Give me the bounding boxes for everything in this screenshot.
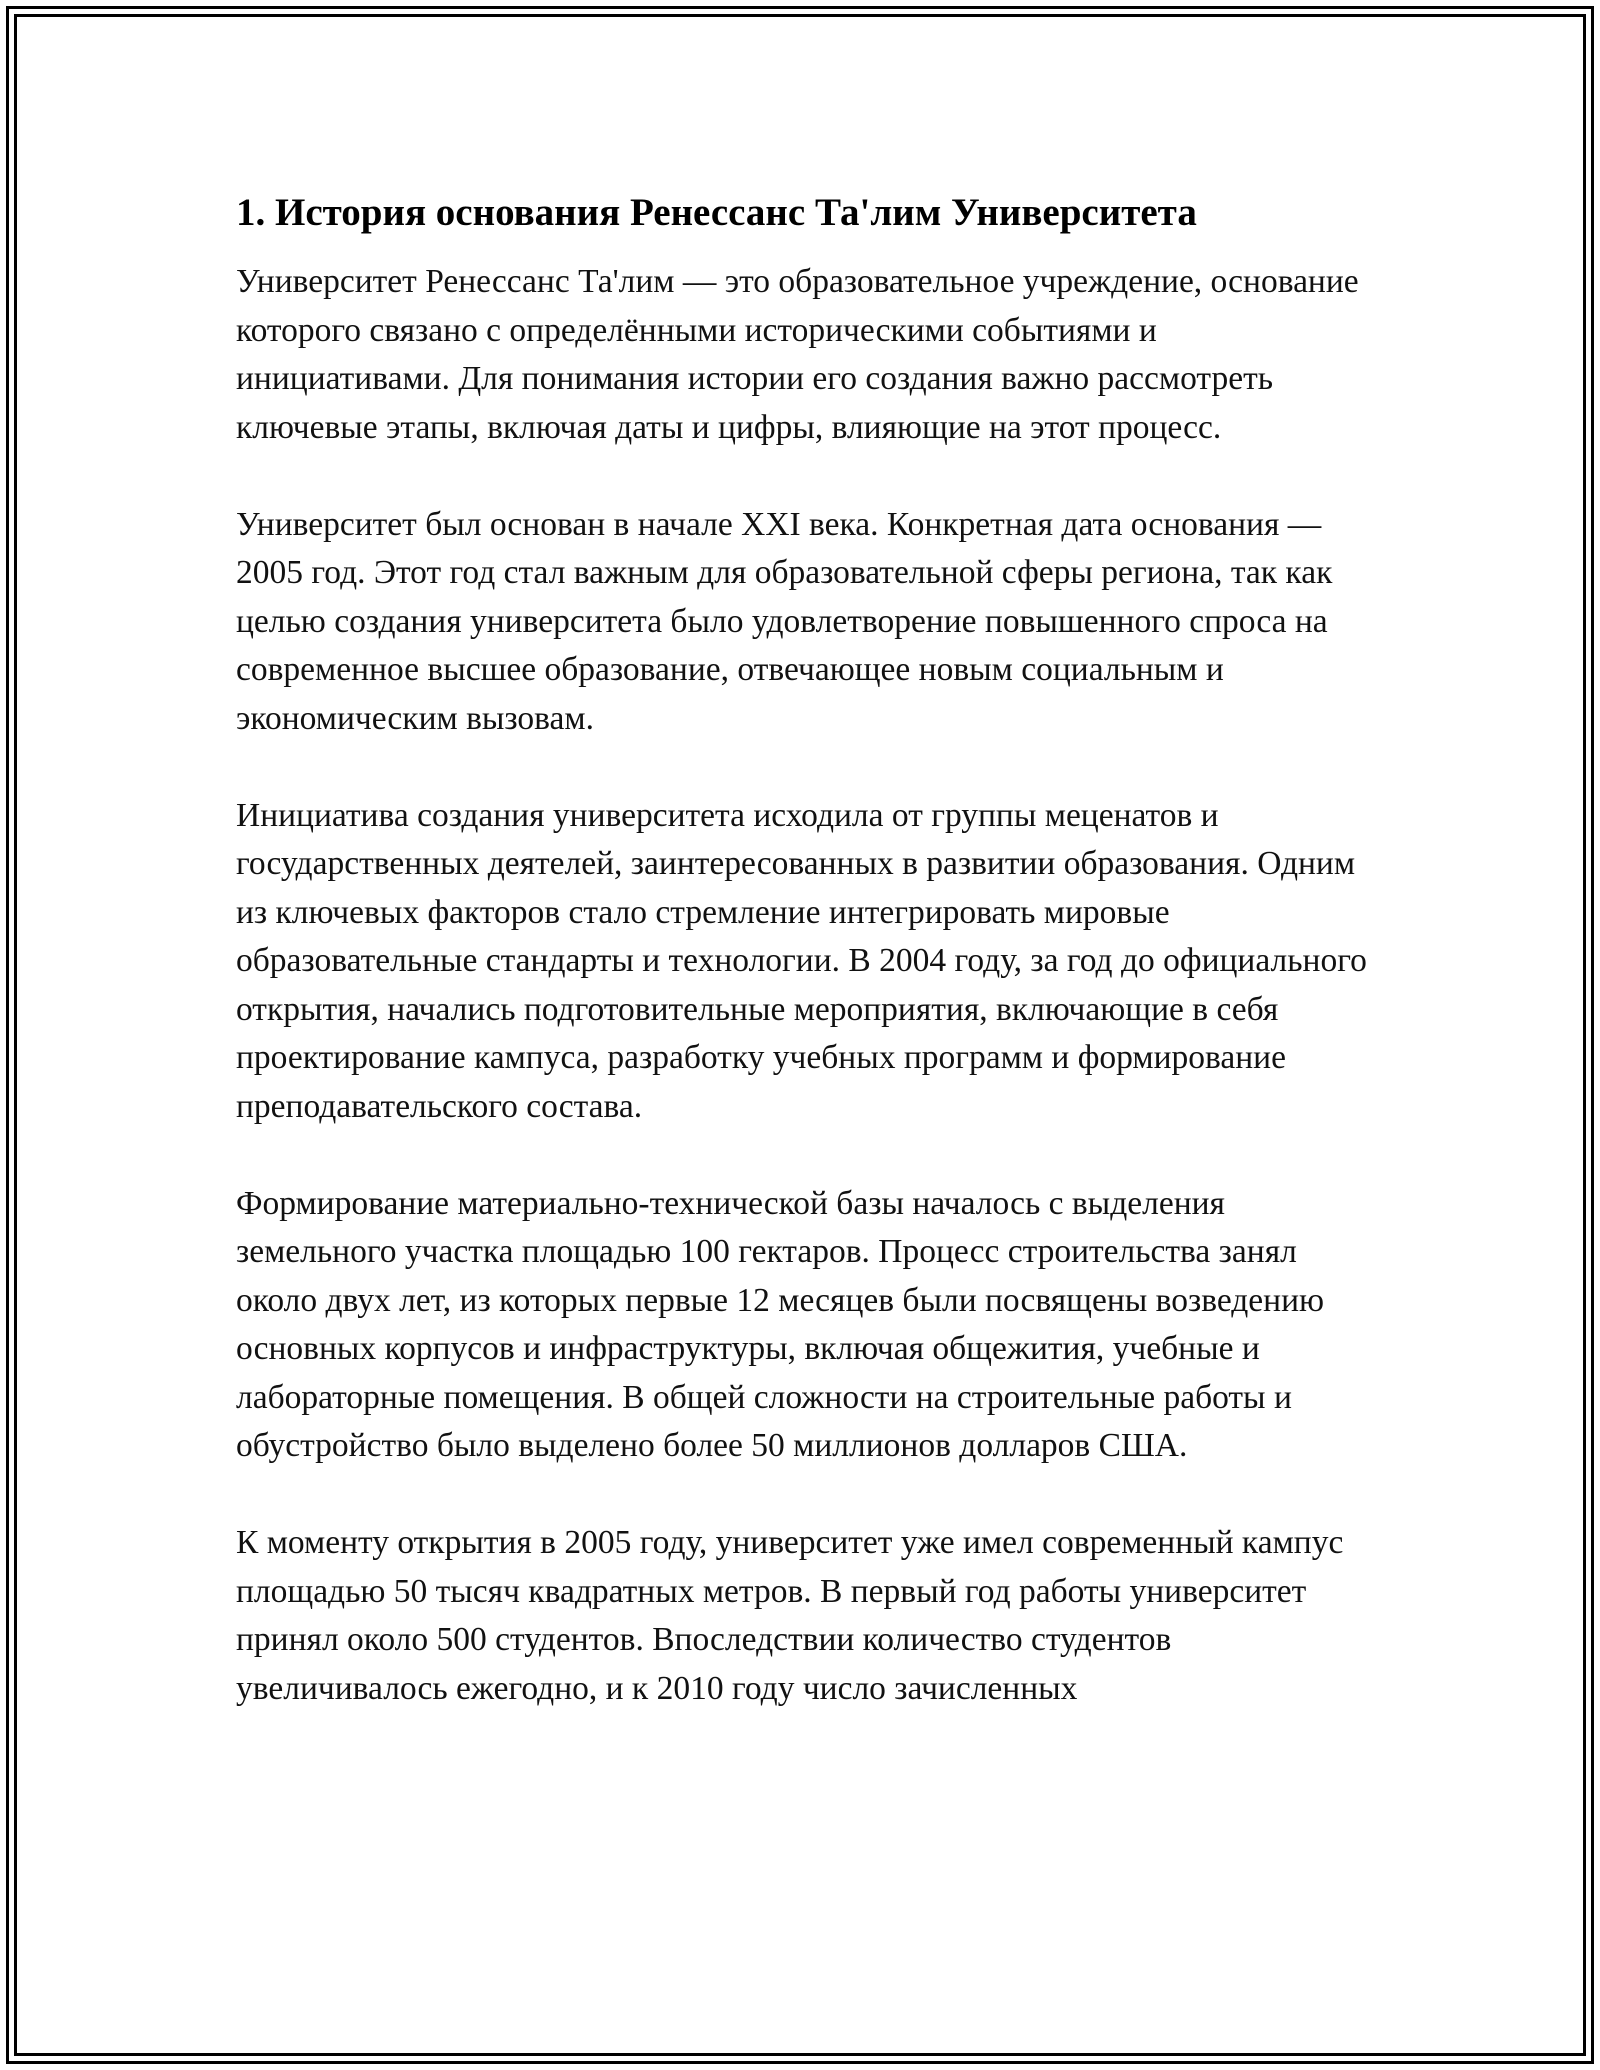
- section-heading: 1. История основания Ренессанс Та'лим Университета: [236, 191, 1197, 234]
- document-body: [236, 188, 1376, 1713]
- paragraph-intro: Университет Ренессанс Та'лим — это образовательное учреждение, основание которого связано с определёнными историческими событиями и инициативами. Для понимания истории его создания важно рассмотреть ключевые этапы, включая даты и цифры, влияющие на этот процесс.: [236, 263, 1359, 446]
- paragraph-infrastructure: Формирование материально-технической базы началось с выделения земельного участка площадью 100 гектаров. Процесс строительства занял около двух лет, из которых первые 12 месяцев были посвящены возведению основных корпусов и инфраструктуры, включая общежития, учебные и лабораторные помещения. В общей сложности на строительные работы и обустройство было выделено более 50 миллионов долларов США.: [236, 1184, 1325, 1464]
- paragraph-founding-date: Университет был основан в начале XXI века. Конкретная дата основания — 2005 год. Этот год стал важным для образовательной сферы региона, так как целью создания университета было удовлетворение повышенного спроса на современное высшее образование, отвечающее новым социальным и экономическим вызовам.: [236, 505, 1333, 737]
- paragraph-opening: К моменту открытия в 2005 году, университет уже имел современный кампус площадью 50 тысяч квадратных метров. В первый год работы университет принял около 500 студентов. Впоследствии количество студентов увеличивалось ежегодно, и к 2010 году число зачисленных: [236, 1524, 1344, 1707]
- paragraph-initiative: Инициатива создания университета исходила от группы меценатов и государственных деятелей, заинтересованных в развитии образования. Одним из ключевых факторов стало стремление интегрировать мировые образовательные стандарты и технологии. В 2004 году, за год до официального открытия, начались подготовительные мероприятия, включающие в себя проектирование кампуса, разработку учебных программ и формирование преподавательского состава.: [236, 796, 1367, 1125]
